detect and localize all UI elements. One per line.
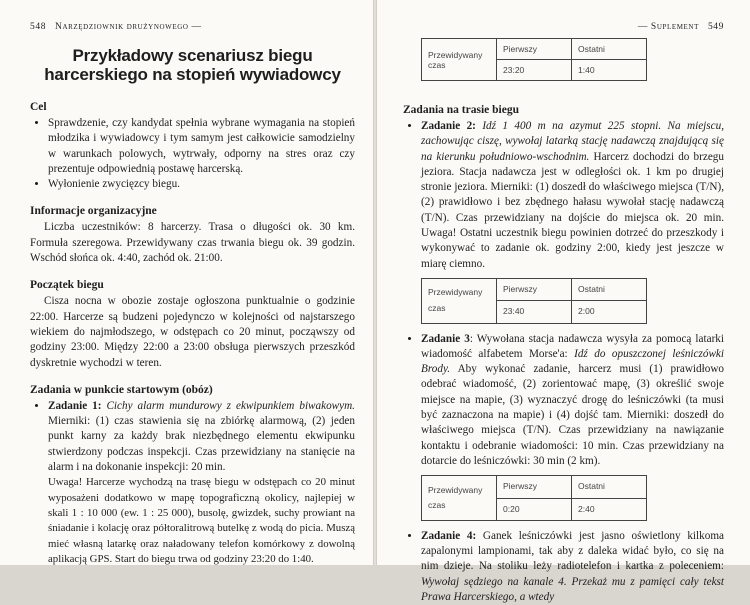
page-title: Przykładowy scenariusz biegu harcerskiego na stopień wywiadowcy <box>44 46 341 84</box>
start-tasks-list <box>30 399 355 567</box>
start-paragraph: Cisza nocna w obozie zostaje ogłoszona punktualnie o godzinie 22:00. Harcerze są budzeni pojedynczo w kolejności od najstarszego wiekiem do najmłodszego, w odstępach co 20 minut, począwszy od godziny 23:00. Między 22:00 a 23:00 obsługa pierwszych przeszkód dyskretnie wychodzi w teren. <box>30 295 355 369</box>
task-1-text: Mierniki: (1) czas stawienia się na zbiórkę alarmową, (2) jeden punkt karny za każdy brak niezbędnego elementu ekwipunku stwierdzony podczas inspekcji. Czas przewidziany na stanięcie na alarm i na dokonanie inspekcji: 20 min. <box>48 415 355 474</box>
task-2-title: Idź 1 400 m na azymut 225 stopni. Na miejscu, zachowując ciszę, wywołaj latarką stację nadawczą znajdującą się na kierunku południowo-wschodnim. <box>421 120 725 163</box>
task-1-title: Cichy alarm mundurowy z ekwipunkiem biwakowym. <box>106 399 355 412</box>
table-cell-last: 2:00 <box>572 301 647 323</box>
table-header-first: Pierwszy <box>497 278 572 300</box>
left-page <box>0 0 373 565</box>
section-heading-info: Informacje organizacyjne <box>30 205 157 218</box>
table-cell-last: 1:40 <box>572 60 647 81</box>
task-2-label: Zadanie 2: <box>421 120 476 132</box>
task-4-text: Ganek leśniczówki jest jasno oświetlony kilkoma zapalonymi lampionami, tak aby z daleka widać było, co się na nim dzieje. Na stoliku leży radiotelefon i kartka z poleceniem: <box>421 529 724 573</box>
task-4-label: Zadanie 4: <box>421 529 477 542</box>
task-3-title: Idź do opuszczonej leśniczówki Brody. <box>421 347 724 376</box>
section-heading-cel: Cel <box>30 101 47 113</box>
info-paragraph: Liczba uczestników: 8 harcerzy. Trasa o długości ok. 30 km. Formuła szeregowa. Przewidywany czas trwania biegu ok. 39 godzin. Wschód słońca ok. 4:40, zachód ok. 21:00. <box>30 221 355 265</box>
running-head-right <box>403 22 724 36</box>
table-cell-last: 2:40 <box>572 498 647 520</box>
table-cell-first: 0:20 <box>497 498 572 520</box>
route-tasks-list <box>403 119 724 605</box>
table-header-last: Ostatni <box>572 39 647 60</box>
section-heading-route: Zadania na trasie biegu <box>403 104 519 116</box>
task-3-label: Zadanie 3 <box>421 332 470 345</box>
task-1-note: Uwaga! Harcerze wychodzą na trasę biegu w odstępach co 20 minut wyposażeni dodatkowo w mapę topograficzną okolicy, najlepiej w skali 1 : 10 000 (ew. 1 : 25 000), busolę, gwizdek, suchy prowiant na śniadanie i kolację oraz półtoralitrową butelkę z wodą do picia. Muszą mieć własną latarkę oraz naładowany telefon komórkowy z dowolną aplikacją GPS. Start do biegu trwa od godziny 23:20 do 1:40. <box>48 476 355 565</box>
cel-list <box>30 116 355 192</box>
page-number-left: 548 <box>30 22 47 32</box>
table-cell-first: 23:20 <box>497 60 572 81</box>
task-1 <box>48 399 355 567</box>
time-table-2 <box>421 278 647 324</box>
task-3 <box>421 332 724 521</box>
task-4 <box>421 529 724 605</box>
task-3-text-b: Aby wykonać zadanie, harcerz musi (1) prawidłowo odebrać wiadomość, (2) zorientować mapę, (3) określić swoje miejsce na mapie, (3) wyznaczyć drogę do leśniczówki (ta musi być zaznaczona na mapie) i (4) dojść tam. Mierniki: doszedł do właściwego miejsca (T/N). Czas przewidziany na nawiązanie kontaktu i odebranie wiadomości: 10 min. Czas przewidziany na dotarcie do leśniczówki: 30 min (2 km). <box>421 363 724 467</box>
right-page <box>377 0 750 604</box>
task-3-text-a: : Wywołana stacja nadawcza wysyła za pomocą latarki wiadomość alfabetem Morse'a: <box>421 332 724 360</box>
table-row-label: Przewidywany czas <box>422 278 497 323</box>
time-table-3 <box>421 475 647 521</box>
task-2 <box>421 119 724 324</box>
table-cell-first: 23:40 <box>497 301 572 323</box>
table-row-label: Przewidywany czas <box>422 39 497 81</box>
section-heading-start: Początek biegu <box>30 279 104 292</box>
table-header-first: Pierwszy <box>497 476 572 498</box>
time-table-1 <box>421 38 647 81</box>
page-number-right: 549 <box>707 22 724 32</box>
list-item: • Sprawdzenie, czy kandydat spełnia wybrane wymagania na stopień młodzika i wywiadowcy i tym samym jest całkowicie samodzielny w warunkach polowych, wytrwały, odporny na stres oraz czy prezentuje odpowiednią postawę harcerską. <box>48 116 355 177</box>
task-2-text: Harcerz dochodzi do brzegu jeziora. Stacja nadawcza jest w odległości ok. 1 km po drugiej stronie jeziora. Mierniki: (1) doszedł do właściwego miejsca (T/N), (2) prawidłowo i bez zbędnego hałasu wywołał stację nadawczą (T/N). Czas przewidziany na dojście do miejsca ok. 20 min. Uwaga! Ostatni uczestnik biegu powinien dotrzeć do przeszkody i wykonywać to zadanie ok. godziny 2:00, kiedy jest jeszcze w miarę ciemno. <box>421 150 724 270</box>
table-row-label: Przewidywany czas <box>422 476 497 521</box>
task-1-label: Zadanie 1: <box>48 399 102 412</box>
running-head-left <box>30 22 355 36</box>
running-head-text-left: Narzędziownik drużynowego — <box>55 22 202 32</box>
table-header-last: Ostatni <box>572 476 647 498</box>
list-item: • Wyłonienie zwycięzcy biegu. <box>48 177 355 192</box>
table-header-last: Ostatni <box>572 278 647 300</box>
task-4-title: Wywołaj sędziego na kanale 4. Przekaż mu z pamięci cały tekst Prawa Harcerskiego, a wtedy <box>421 575 724 604</box>
section-heading-tasks: Zadania w punkcie startowym (obóz) <box>30 383 213 396</box>
table-header-first: Pierwszy <box>497 39 572 60</box>
running-head-text-right: — Suplement <box>637 22 699 32</box>
